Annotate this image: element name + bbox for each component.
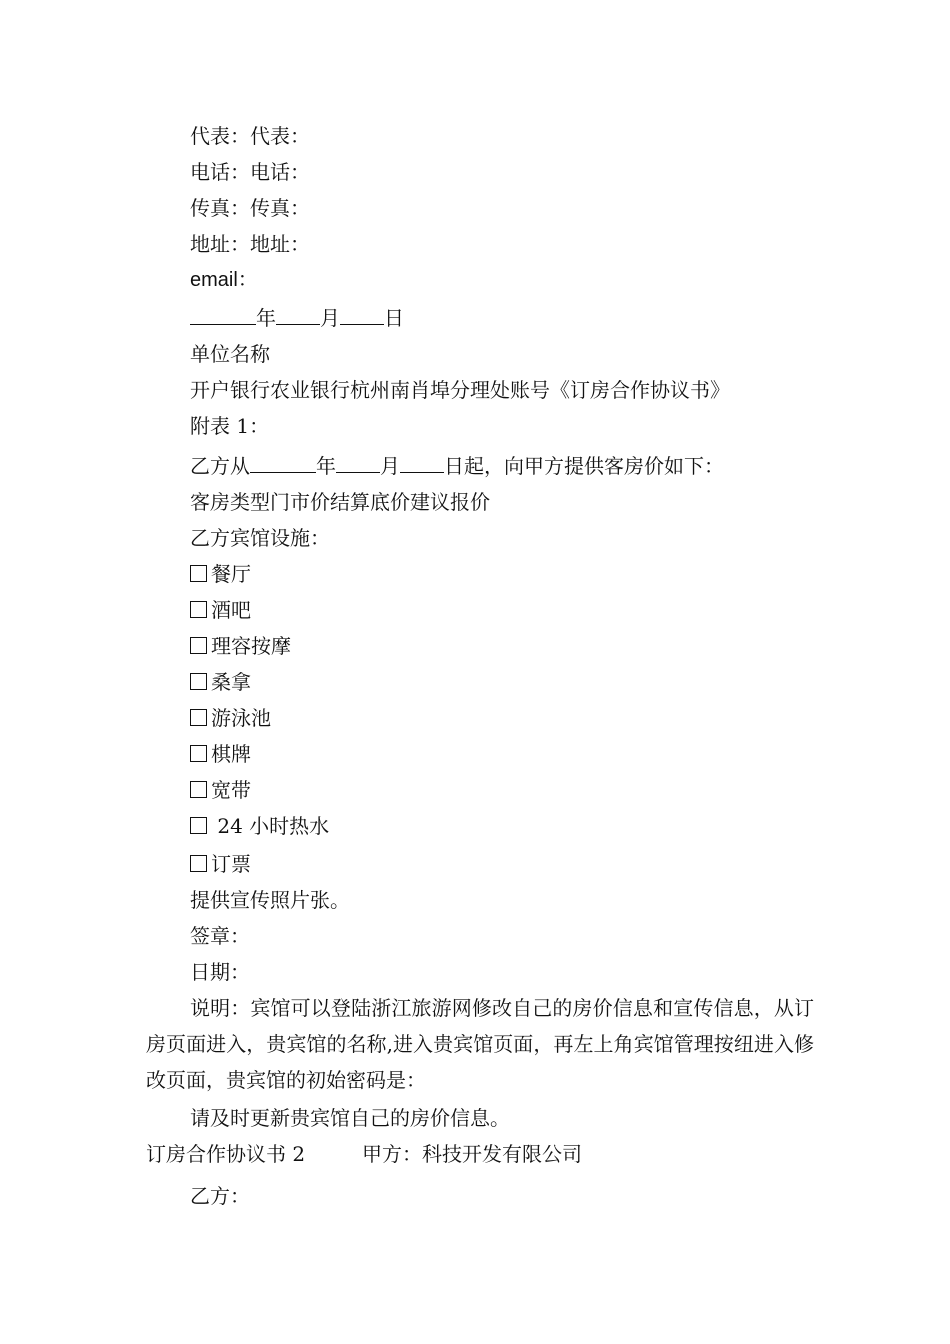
checkbox-icon[interactable] <box>190 637 207 654</box>
party-b-line: 乙方： <box>190 1184 250 1208</box>
phone-line: 电话：电话： <box>190 160 310 184</box>
section2-title: 订房合作协议书 2 <box>146 1142 306 1166</box>
offer-day-blank <box>400 450 444 473</box>
offer-prefix: 乙方从 <box>190 454 250 478</box>
offer-line <box>190 450 724 480</box>
facility-item-sauna[interactable]: 桑拿 <box>190 668 251 696</box>
update-reminder: 请及时更新贵宾馆自己的房价信息。 <box>190 1106 510 1130</box>
checkbox-icon[interactable] <box>190 855 207 872</box>
checkbox-icon[interactable] <box>190 745 207 762</box>
seal-line: 签章： <box>190 924 250 948</box>
day-label: 日 <box>384 306 404 330</box>
offer-month-blank <box>336 450 380 473</box>
offer-year-label: 年 <box>316 454 336 478</box>
photos-line: 提供宣传照片张。 <box>190 888 350 912</box>
date-fill-line <box>190 302 404 332</box>
unit-name-line: 单位名称 <box>190 342 270 366</box>
offer-month-label: 月 <box>380 454 400 478</box>
facilities-title: 乙方宾馆设施： <box>190 526 330 550</box>
checkbox-icon[interactable] <box>190 565 207 582</box>
price-table-header: 客房类型门市价结算底价建议报价 <box>190 490 490 514</box>
date-line: 日期： <box>190 960 250 984</box>
checkbox-icon[interactable] <box>190 817 207 834</box>
facility-item-restaurant[interactable]: 餐厅 <box>190 560 251 588</box>
facility-item-hot-water[interactable]: 24 小时热水 <box>190 812 329 840</box>
checkbox-icon[interactable] <box>190 709 207 726</box>
month-label: 月 <box>320 306 340 330</box>
facility-item-bar[interactable]: 酒吧 <box>190 596 251 624</box>
fax-line: 传真：传真： <box>190 196 310 220</box>
party-a-line: 甲方：科技开发有限公司 <box>362 1142 582 1166</box>
checkbox-icon[interactable] <box>190 673 207 690</box>
month-blank <box>276 302 320 325</box>
appendix-line: 附表 1： <box>190 414 270 438</box>
year-blank <box>190 302 256 325</box>
facility-item-pool[interactable]: 游泳池 <box>190 704 271 732</box>
facility-item-ticketing[interactable]: 订票 <box>190 850 251 878</box>
facility-item-massage[interactable]: 理容按摩 <box>190 632 291 660</box>
offer-year-blank <box>250 450 316 473</box>
note-paragraph: 说明：宾馆可以登陆浙江旅游网修改自己的房价信息和宣传信息，从订房页面进入，贵宾馆的名称,进入贵宾馆页面，再左上角宾馆管理按纽进入修改页面，贵宾馆的初始密码是： <box>146 996 814 1092</box>
email-line: email： <box>190 269 258 291</box>
address-line: 地址：地址： <box>190 232 310 256</box>
representative-line: 代表：代表： <box>190 124 310 148</box>
checkbox-icon[interactable] <box>190 601 207 618</box>
day-blank <box>340 302 384 325</box>
bank-account-line: 开户银行农业银行杭州南肖埠分理处账号《订房合作协议书》 <box>190 378 730 402</box>
facility-item-broadband[interactable]: 宽带 <box>190 776 251 804</box>
offer-suffix: 日起，向甲方提供客房价如下： <box>444 454 724 478</box>
year-label: 年 <box>256 306 276 330</box>
checkbox-icon[interactable] <box>190 781 207 798</box>
facility-item-chess[interactable]: 棋牌 <box>190 740 251 768</box>
